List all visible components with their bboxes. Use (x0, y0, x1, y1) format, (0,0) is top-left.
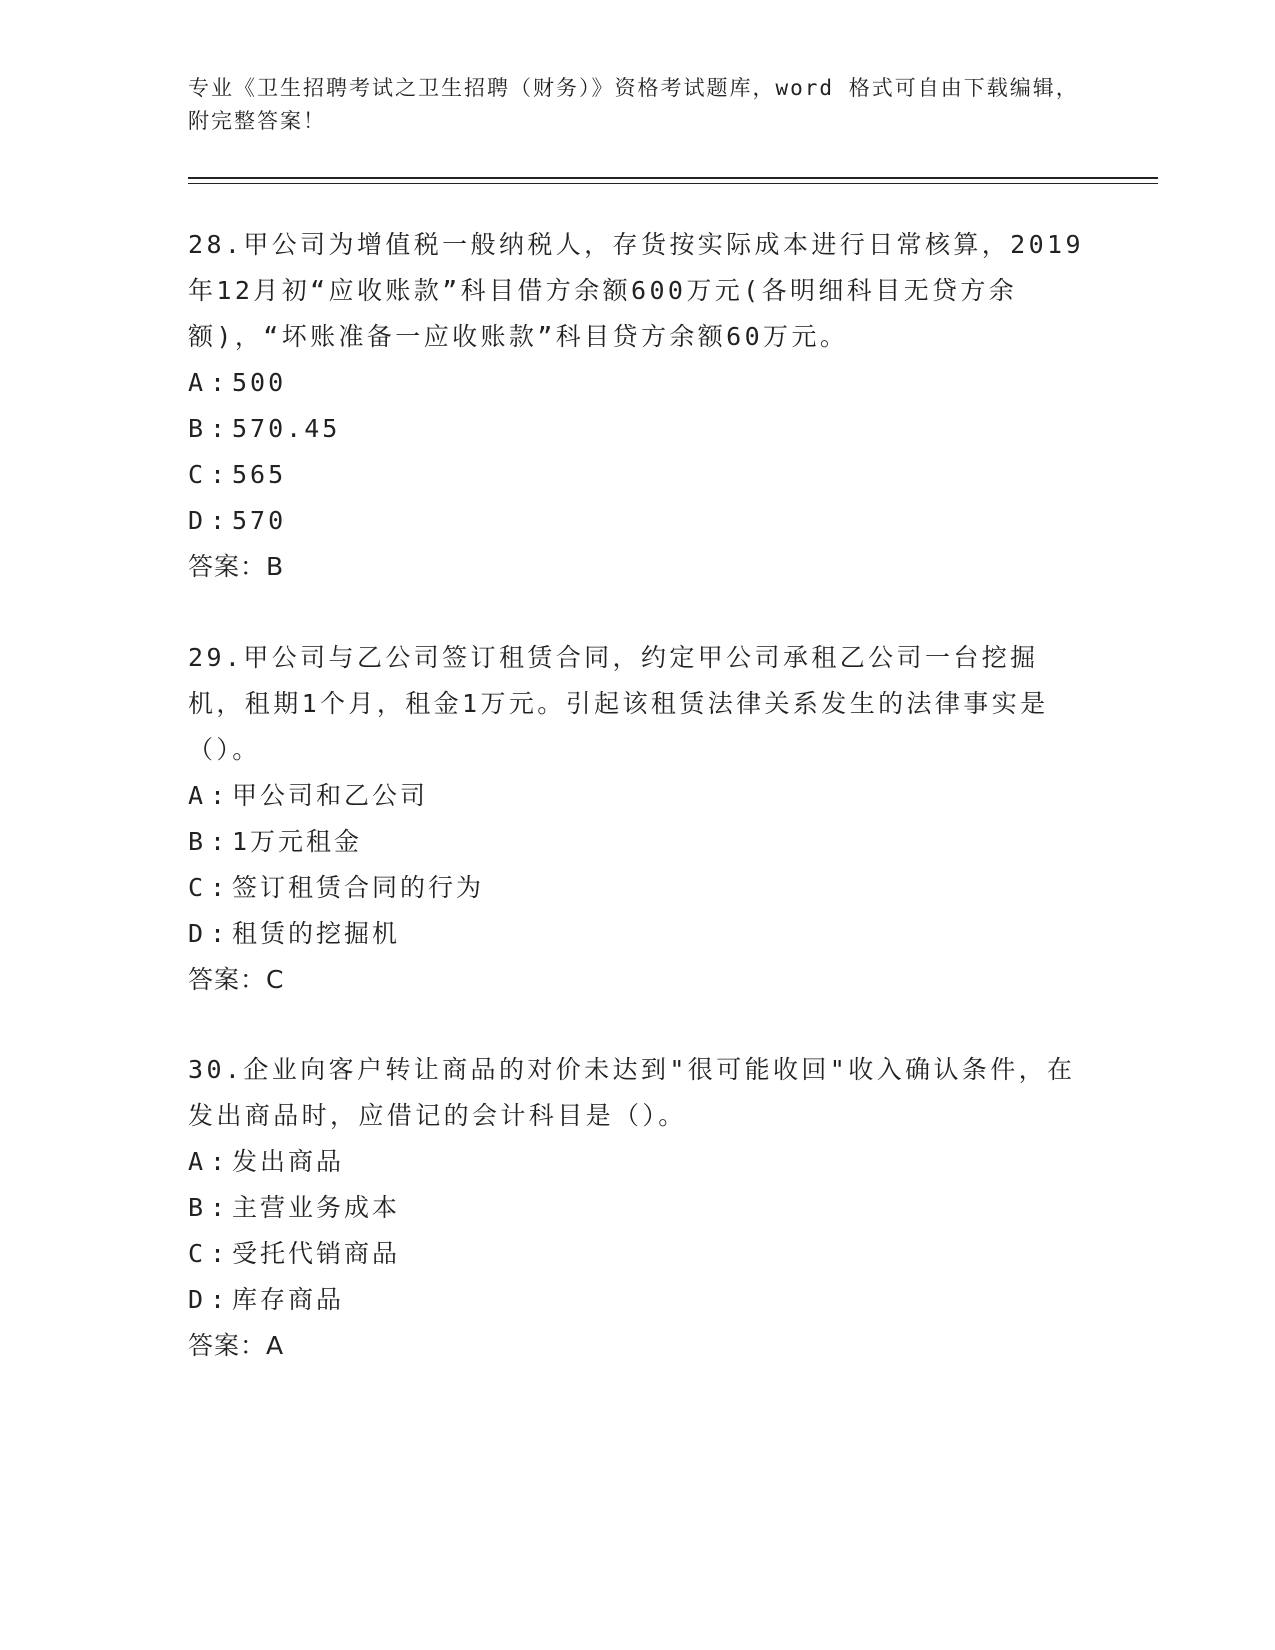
option-d: D : 库存商品 (188, 1285, 345, 1314)
answer-value: B (266, 552, 285, 581)
option-text: 主营业务成本 (232, 1193, 401, 1222)
option-a: A : 甲公司和乙公司 (188, 781, 429, 810)
answer-label: 答案： (188, 965, 267, 994)
option-text: 570.45 (232, 414, 341, 443)
option-text: 受托代销商品 (232, 1239, 401, 1268)
option-c: C : 签订租赁合同的行为 (188, 873, 485, 902)
answer-value: C (266, 965, 285, 994)
option-b: B : 主营业务成本 (188, 1193, 401, 1222)
question-28 (188, 222, 1088, 590)
option-text: 库存商品 (232, 1285, 345, 1314)
question-stem: 28.甲公司为增值税一般纳税人，存货按实际成本进行日常核算，2019年12月初“应收账款”科目借方余额600万元(各明细科目无贷方余额)，“坏账准备一应收账款”科目贷方余额60万元。 (188, 230, 1084, 351)
option-c: C : 565 (188, 460, 287, 489)
option-text: 570 (232, 506, 287, 535)
answer-line (188, 957, 1088, 1003)
option-c: C : 受托代销商品 (188, 1239, 401, 1268)
option-text: 甲公司和乙公司 (232, 781, 429, 810)
option-text: 租赁的挖掘机 (232, 919, 401, 948)
option-text: 500 (232, 368, 287, 397)
answer-line (188, 544, 1088, 590)
option-b: B : 570.45 (188, 414, 341, 443)
option-text: 发出商品 (232, 1147, 345, 1176)
question-30 (188, 1047, 1088, 1369)
question-29 (188, 635, 1088, 1003)
option-text: 565 (232, 460, 287, 489)
option-b: B : 1万元租金 (188, 827, 363, 856)
document-header: 专业《卫生招聘考试之卫生招聘（财务）》资格考试题库，word 格式可自由下载编辑，附完整答案！ (188, 76, 1079, 133)
question-stem: 30.企业向客户转让商品的对价未达到"很可能收回"收入确认条件，在发出商品时，应借记的会计科目是（）。 (188, 1055, 1076, 1130)
option-d: D : 570 (188, 506, 287, 535)
header-divider-thin (188, 183, 1158, 184)
option-a: A : 发出商品 (188, 1147, 345, 1176)
answer-label: 答案： (188, 1331, 267, 1360)
question-stem: 29.甲公司与乙公司签订租赁合同，约定甲公司承租乙公司一台挖掘机，租期1个月，租金1万元。引起该租赁法律关系发生的法律事实是（）。 (188, 643, 1049, 764)
option-text: 签订租赁合同的行为 (232, 873, 485, 902)
answer-label: 答案： (188, 552, 267, 581)
option-d: D : 租赁的挖掘机 (188, 919, 401, 948)
answer-line (188, 1323, 1088, 1369)
option-a: A : 500 (188, 368, 287, 397)
option-text: 1万元租金 (232, 827, 363, 856)
answer-value: A (266, 1331, 285, 1360)
header-divider (188, 177, 1158, 179)
